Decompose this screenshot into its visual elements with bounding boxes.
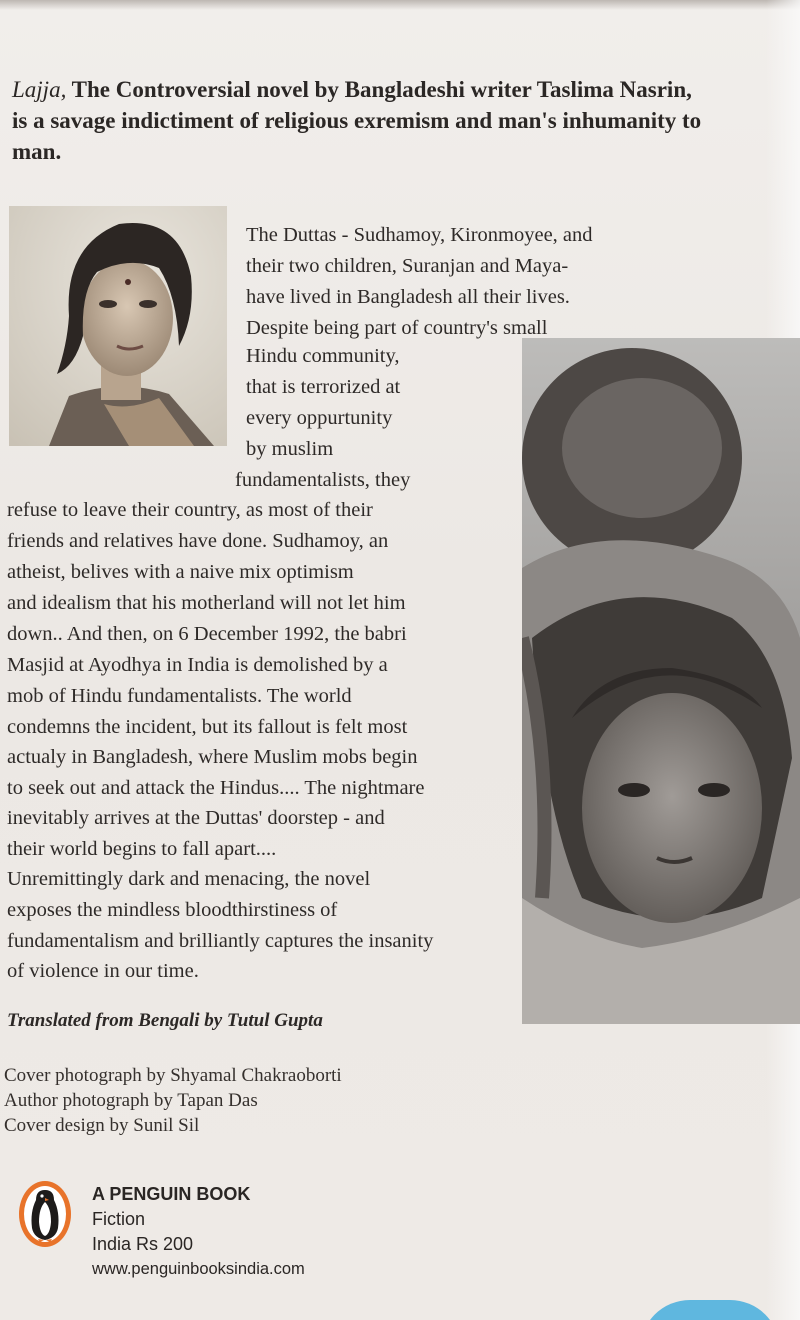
synopsis-line: have lived in Bangladesh all their lives.: [246, 286, 570, 308]
synopsis-line: to seek out and attack the Hindus.... The nightmare: [7, 777, 425, 799]
penguin-logo-icon: [18, 1180, 72, 1248]
price: India Rs 200: [92, 1234, 194, 1254]
synopsis-line: their two children, Suranjan and Maya-: [246, 255, 569, 277]
synopsis-line: Unremittingly dark and menacing, the novel: [7, 868, 371, 890]
synopsis-line: actualy in Bangladesh, where Muslim mobs begin: [7, 746, 418, 768]
synopsis-line: Masjid at Ayodhya in India is demolished by a: [7, 654, 388, 676]
synopsis-line: refuse to leave their country, as most of their: [7, 499, 373, 521]
synopsis-line: by muslim: [246, 438, 334, 460]
photo-credits: [4, 1063, 342, 1138]
author-photo-credit: Author photograph by Tapan Das: [4, 1090, 258, 1111]
synopsis-line: condemns the incident, but its fallout is felt most: [7, 716, 408, 738]
synopsis-line: friends and relatives have done. Sudhamoy, an: [7, 530, 389, 552]
synopsis-line: down.. And then, on 6 December 1992, the babri: [7, 623, 407, 645]
top-edge-shadow: [0, 0, 800, 10]
publisher-url: www.penguinbooksindia.com: [92, 1260, 305, 1278]
headline-text: The Controversial novel by Bangladeshi writer Taslima Nasrin, is a savage indictiment of religious exremism and man's inhumanity to man.: [12, 77, 702, 164]
synopsis-line: inevitably arrives at the Duttas' doorstep - and: [7, 807, 385, 829]
synopsis-line: mob of Hindu fundamentalists. The world: [7, 685, 352, 707]
synopsis-line: Despite being part of country's small: [246, 317, 548, 339]
synopsis-line: and idealism that his motherland will not let him: [7, 592, 406, 614]
publisher-name: A PENGUIN BOOK: [92, 1184, 251, 1204]
price-sticker-edge: [640, 1300, 780, 1320]
synopsis-line: their world begins to fall apart....: [7, 838, 277, 860]
translation-credit: Translated from Bengali by Tutul Gupta: [7, 1010, 323, 1031]
synopsis-line: fundamentalists, they: [235, 469, 411, 491]
headline: [12, 74, 712, 167]
synopsis-line: that is terrorized at: [246, 376, 401, 398]
genre: Fiction: [92, 1209, 146, 1229]
synopsis-line: Hindu community,: [246, 345, 400, 367]
synopsis-line: of violence in our time.: [7, 960, 199, 982]
cover-design-credit: Cover design by Sunil Sil: [4, 1115, 200, 1136]
cover-photo-illustration: [522, 338, 800, 1024]
author-photo: [9, 206, 227, 446]
book-title: Lajja,: [12, 77, 67, 102]
author-portrait-illustration: [9, 206, 227, 446]
cover-photo-credit: Cover photograph by Shyamal Chakraoborti: [4, 1065, 342, 1086]
cover-photograph: [522, 338, 800, 1024]
synopsis-line: atheist, belives with a naive mix optimism: [7, 561, 354, 583]
synopsis-line: fundamentalism and brilliantly captures the insanity: [7, 930, 434, 952]
synopsis-line: The Duttas - Sudhamoy, Kironmoyee, and: [246, 224, 593, 246]
synopsis-line: every oppurtunity: [246, 407, 393, 429]
publisher-info: [92, 1182, 305, 1282]
synopsis-line: exposes the mindless bloodthirstiness of: [7, 899, 338, 921]
